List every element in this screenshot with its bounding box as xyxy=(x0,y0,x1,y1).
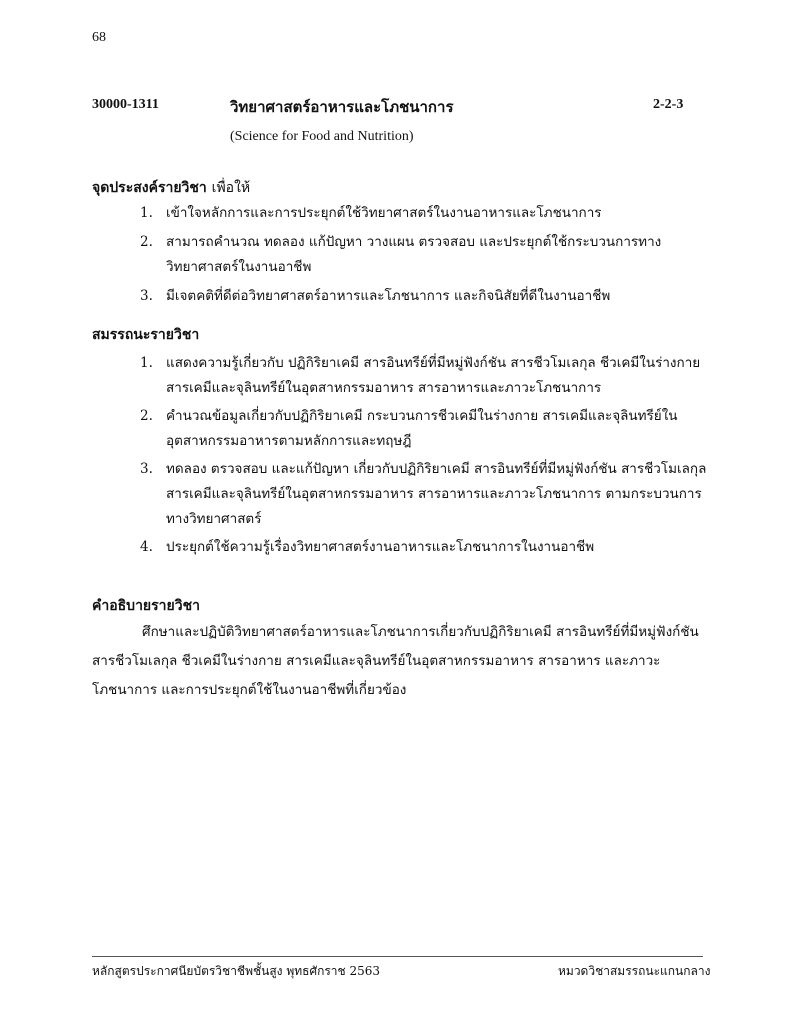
item-text: แสดงความรู้เกี่ยวกับ ปฏิกิริยาเคมี สารอินทรีย์ที่มีหมู่ฟังก์ชัน สารชีวโมเลกุล ชีวเคมีในร่างกาย สารเคมีและจุลินทรีย์ในอุตสาหกรรมอาหาร สารอาหารและภาวะโภชนาการ xyxy=(166,355,701,396)
description-heading: คำอธิบายรายวิชา xyxy=(92,598,200,614)
objectives-section xyxy=(92,177,250,199)
list-item xyxy=(140,351,710,401)
item-number: 3. xyxy=(140,461,153,477)
item-text: คำนวณข้อมูลเกี่ยวกับปฏิกิริยาเคมี กระบวนการชีวเคมีในร่างกาย สารเคมีและจุลินทรีย์ในอุตสาหกรรมอาหารตามหลักการและทฤษฎี xyxy=(166,408,678,449)
item-number: 1. xyxy=(140,355,153,371)
item-text: สามารถคำนวณ ทดลอง แก้ปัญหา วางแผน ตรวจสอบ และประยุกต์ใช้กระบวนการทางวิทยาศาสตร์ในงานอาชีพ xyxy=(166,234,662,275)
item-number: 4. xyxy=(140,539,153,555)
item-number: 1. xyxy=(140,205,153,221)
course-title-th: วิทยาศาสตร์อาหารและโภชนาการ xyxy=(230,98,454,116)
footer-divider xyxy=(92,956,703,957)
footer-left: หลักสูตรประกาศนียบัตรวิชาชีพชั้นสูง พุทธศักราช 2563 xyxy=(92,964,381,978)
competencies-list xyxy=(140,351,710,560)
page-number: 68 xyxy=(92,30,106,45)
list-item xyxy=(140,284,710,309)
list-item xyxy=(140,404,710,454)
footer-right: หมวดวิชาสมรรถนะแกนกลาง xyxy=(558,964,711,978)
course-credits: 2-2-3 xyxy=(653,97,684,112)
course-code: 30000-1311 xyxy=(92,97,159,112)
list-item xyxy=(140,535,710,560)
item-text: เข้าใจหลักการและการประยุกต์ใช้วิทยาศาสตร์ในงานอาหารและโภชนาการ xyxy=(166,205,602,221)
item-number: 2. xyxy=(140,408,153,424)
list-item xyxy=(140,230,710,280)
description-text: ศึกษาและปฏิบัติวิทยาศาสตร์อาหารและโภชนาการเกี่ยวกับปฏิกิริยาเคมี สารอินทรีย์ที่มีหมู่ฟังก์ชัน สารชีวโมเลกุล ชีวเคมีในร่างกาย สารเคมีและจุลินทรีย์ในอุตสาหกรรมอาหาร สารอาหาร และภาวะโภชนาการ และการประยุกต์ใช้ในงานอาชีพที่เกี่ยวข้อง xyxy=(92,624,699,698)
item-text: ทดลอง ตรวจสอบ และแก้ปัญหา เกี่ยวกับปฏิกิริยาเคมี สารอินทรีย์ที่มีหมู่ฟังก์ชัน สารชีวโมเลกุล สารเคมีและจุลินทรีย์ในอุตสาหกรรมอาหาร สารอาหารและภาวะโภชนาการ ตามกระบวนการทางวิทยาศาสตร์ xyxy=(166,461,707,527)
item-text: มีเจตคติที่ดีต่อวิทยาศาสตร์อาหารและโภชนาการ และกิจนิสัยที่ดีในงานอาชีพ xyxy=(166,288,611,304)
objectives-intro: เพื่อให้ xyxy=(211,180,251,196)
list-item xyxy=(140,201,710,226)
objectives-heading: จุดประสงค์รายวิชา xyxy=(92,180,207,196)
course-title-en: (Science for Food and Nutrition) xyxy=(230,129,414,144)
item-number: 2. xyxy=(140,234,153,250)
competencies-heading: สมรรถนะรายวิชา xyxy=(92,327,200,343)
list-item xyxy=(140,457,710,532)
item-text: ประยุกต์ใช้ความรู้เรื่องวิทยาศาสตร์งานอาหารและโภชนาการในงานอาชีพ xyxy=(166,539,595,555)
objectives-list xyxy=(140,201,710,309)
item-number: 3. xyxy=(140,288,153,304)
